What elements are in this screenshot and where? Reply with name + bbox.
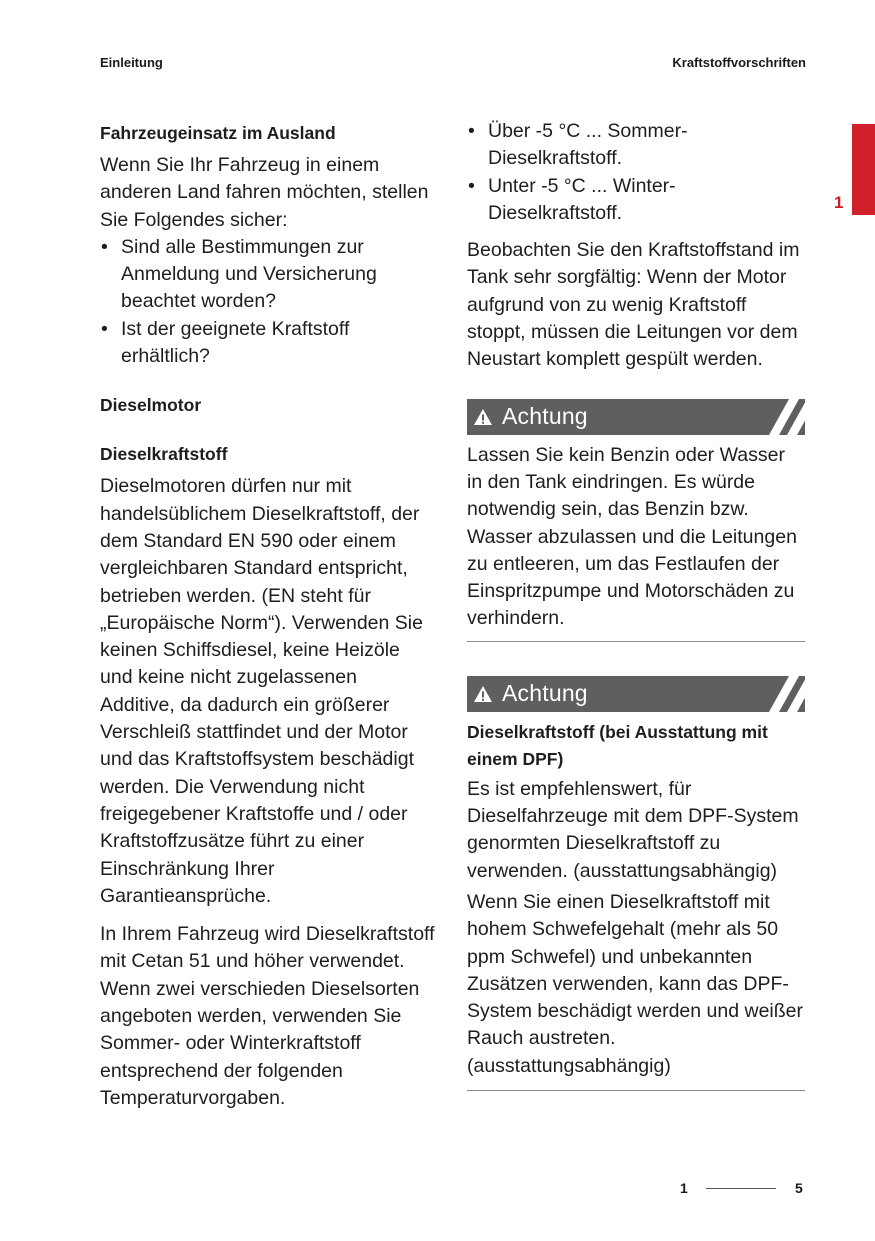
decorative-stripes-icon: [745, 676, 805, 712]
warning-title-bar: [467, 676, 805, 712]
list-item: • Ist der geeignete Kraftstoff erhältlich?: [100, 316, 435, 371]
diesel-engine-heading: Dieselmotor: [100, 395, 202, 416]
list-item: • Sind alle Bestimmungen zur Anmeldung und Versicherung beachtet worden?: [100, 234, 435, 316]
list-item: • Über -5 °C ... Sommer-Dieselkraftstoff.: [467, 118, 805, 173]
fuel-level-paragraph: Beobachten Sie den Kraftstoffstand im Tank sehr sorgfältig: Wenn der Motor aufgrund von zu wenig Kraftstoff stoppt, müssen die Leitungen vor dem Neustart komplett gespült werden.: [467, 239, 800, 371]
decorative-stripes-icon: [745, 399, 805, 435]
warning-title-bar: [467, 399, 805, 435]
diesel-fuel-heading: Dieselkraftstoff: [100, 444, 228, 465]
temperature-list: [467, 118, 805, 227]
warning-title: Achtung: [502, 680, 588, 707]
page-number: 5: [795, 1180, 803, 1196]
dpf-subheading: Dieselkraftstoff (bei Ausstattung mit einem DPF): [467, 721, 768, 769]
diesel-fuel-paragraph-2: In Ihrem Fahrzeug wird Dieselkraftstoff mit Cetan 51 und höher verwendet. Wenn zwei verschieden Dieselsorten angeboten werden, verwenden Sie Sommer- oder Winterkraftstoff entsprechend der folgenden Temperaturvorgaben.: [100, 923, 435, 1109]
list-item: • Unter -5 °C ... Winter-Dieselkraftstoff.: [467, 173, 805, 228]
right-column: [467, 118, 805, 1091]
dpf-paragraph-1: Es ist empfehlenswert, für Dieselfahrzeuge mit dem DPF-System genormten Dieselkraftstoff zu verwenden. (ausstattungsabhängig): [467, 777, 799, 882]
chapter-tab-number: 1: [834, 193, 844, 212]
warning-triangle-icon: [473, 684, 493, 704]
warning-triangle-icon: [473, 407, 493, 427]
footer-chapter-number: 1: [680, 1180, 688, 1196]
left-column: [100, 118, 435, 1112]
running-header-topic: Kraftstoffvorschriften: [672, 55, 806, 70]
abroad-heading: Fahrzeugeinsatz im Ausland: [100, 123, 336, 143]
dpf-paragraph-2: Wenn Sie einen Dieselkraftstoff mit hohem Schwefelgehalt (mehr als 50 ppm Schwefel) und unbekannten Zusätzen verwenden, kann das DPF-System beschädigt werden und weißer Rauch austreten. (ausstattungsabhängig): [467, 890, 804, 1077]
warning-text: Lassen Sie kein Benzin oder Wasser in den Tank eindringen. Es würde notwendig sein, das Benzin bzw. Wasser abzulassen und die Leitungen zu entleeren, um das Festlaufen der Einspritzpumpe und Motorschäden zu verhindern.: [467, 443, 797, 630]
warning-title: Achtung: [502, 403, 588, 430]
warning-box-2: [467, 676, 805, 1091]
abroad-checklist: [100, 234, 435, 370]
warning-divider: [467, 641, 805, 642]
chapter-tab-marker: [852, 124, 875, 215]
running-header-section: Einleitung: [100, 55, 163, 70]
diesel-fuel-paragraph-1: Dieselmotoren dürfen nur mit handelsüblichem Dieselkraftstoff, der dem Standard EN 590 oder einem vergleichbaren Standard entspricht, betrieben werden. (EN steht für „Europäische Norm“). Verwenden Sie keinen Schiffsdiesel, keine Heizöle und keine nicht zugelassenen Additive, da dadurch ein größerer Verschleiß stattfindet und der Motor und das Kraftstoffsystem beschädigt werden. Die Verwendung nicht freigegebener Kraftstoffe und / oder Kraftstoffzusätze führt zu einer Einschränkung Ihrer Garantieansprüche.: [100, 475, 423, 907]
warning-box-1: [467, 399, 805, 642]
footer-divider: [706, 1188, 776, 1189]
abroad-intro: Wenn Sie Ihr Fahrzeug in einem anderen Land fahren möchten, stellen Sie Folgendes sicher:: [100, 154, 429, 231]
warning-divider: [467, 1090, 805, 1091]
